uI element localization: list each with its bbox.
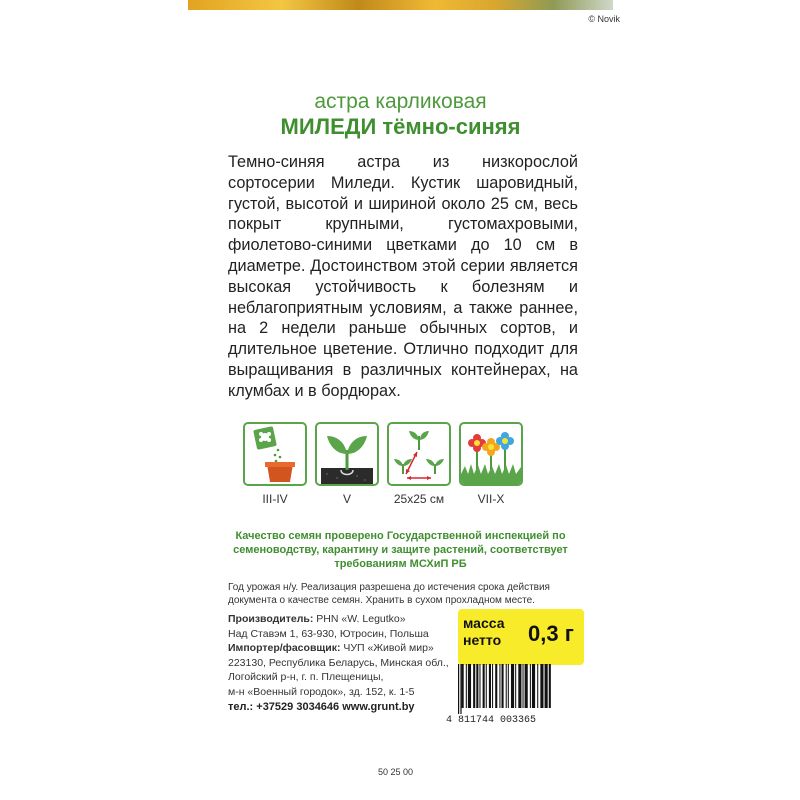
barcode-bars [456, 664, 576, 714]
seedling-icon [317, 424, 377, 484]
flowering-icon [461, 424, 521, 484]
growing-icons [243, 422, 563, 522]
product-type: астра карликовая [314, 90, 487, 113]
copyright: © Novik [588, 14, 620, 24]
producer-label: Производитель: [228, 613, 314, 625]
icon-sowing [243, 422, 307, 506]
packet-back [188, 24, 613, 800]
importer-address-2: Логойский р-н, г. п. Плещеницы, [228, 671, 384, 683]
icon-flowering [459, 422, 523, 506]
mass-word: масса [463, 615, 505, 631]
producer-address: Над Ставэм 1, 63-930, Ютросин, Польша [228, 627, 429, 640]
icon-seedling-label: V [342, 492, 351, 506]
importer-label: Импортер/фасовщик: [228, 642, 341, 654]
producer-name: PHN «W. Legutko» [313, 613, 406, 625]
product-name: МИЛЕДИ тёмно-синяя [280, 114, 521, 139]
product-code: 50 25 00 [378, 767, 414, 777]
contacts: тел.: +37529 3034646 www.grunt.by [228, 701, 415, 713]
packet-photo-strip [188, 0, 613, 10]
netto-word: нетто [463, 632, 502, 648]
icon-sowing-label: III-IV [262, 492, 288, 506]
icon-planting-scheme [387, 422, 451, 506]
net-weight-value: 0,3 г [528, 621, 574, 646]
net-weight-badge [458, 609, 584, 665]
planting-scheme-icon [389, 424, 449, 484]
icon-flowering-label: VII-X [477, 492, 505, 506]
harvest-note: Год урожая н/у. Реализация разрешена до истечения срока действия документа о качестве семян. Хранить в сухом прохладном месте. [228, 582, 550, 606]
importer-address-1: 223130, Республика Беларусь, Минская обл., [228, 656, 449, 669]
importer-address-3: м-н «Военный городок», зд. 152, к. 1-5 [228, 685, 415, 698]
sowing-pot-icon [245, 424, 305, 484]
icon-planting-label: 25x25 см [393, 492, 445, 506]
icon-seedling [315, 422, 379, 506]
quality-note: Качество семян проверено Государственной инспекцией по семеноводству, карантину и защите растений, соответствует требованиям МСХиП РБ [233, 530, 568, 570]
description: Темно-синяя астра из низкорослой сортосерии Миледи. Кустик шаровидный, густой, высотой и шириной около 25 см, весь покрыт крупными, густомахровыми, фиолетово-синими цветками до 10 см в диаметре. Достоинством этой серии является высокая устойчивость к болезням и неблагоприятным условиям, а также раннее, на 2 недели раньше обычных сортов, и длительное цветение. Отлично подходит для выращивания в различных контейнерах, на клумбах и в бордюрах. [228, 153, 578, 400]
importer-name: ЧУП «Живой мир» [340, 642, 434, 654]
barcode [446, 664, 576, 726]
barcode-digits: 4 811744 003365 [446, 715, 537, 726]
net-weight-label [463, 615, 505, 649]
importer-line [228, 641, 488, 656]
producer-line [228, 612, 488, 627]
